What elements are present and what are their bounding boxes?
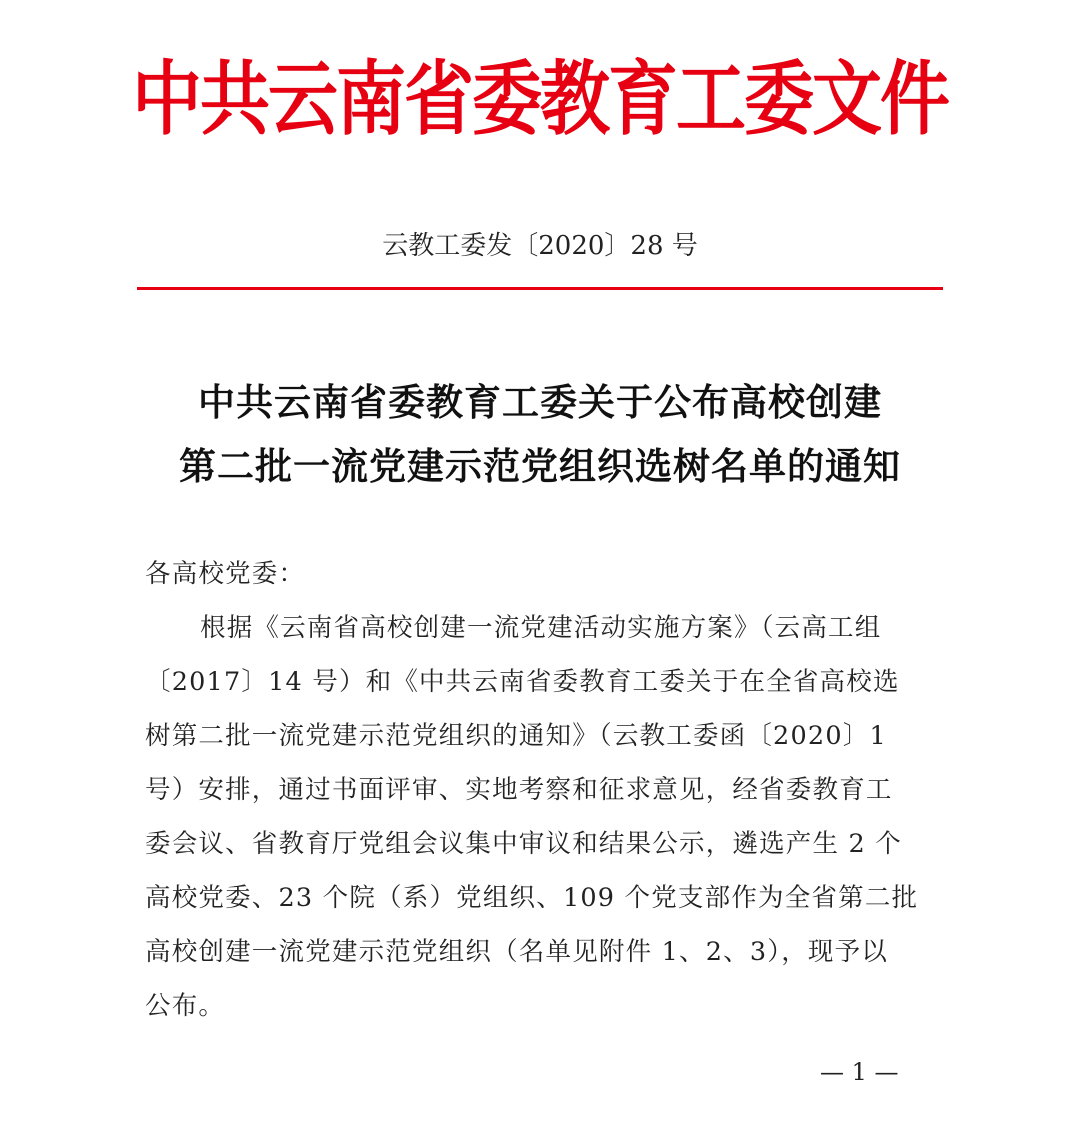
body-line: 高校党委、23 个院（系）党组织、109 个党支部作为全省第二批 <box>145 883 919 913</box>
document-title-line-1: 中共云南省委教育工委关于公布高校创建 <box>198 380 882 424</box>
body-line: 公布。 <box>145 991 226 1021</box>
body-line: 号）安排，通过书面评审、实地考察和征求意见，经省委教育工 <box>145 775 893 805</box>
salutation: 各高校党委： <box>145 559 306 589</box>
body-line: 树第二批一流党建示范党组织的通知》（云教工委函〔2020〕1 <box>145 721 887 751</box>
body-line: 〔2017〕14 号）和《中共云南省委教育工委关于在全省高校选 <box>145 667 900 697</box>
document-number: 云教工委发〔2020〕28 号 <box>382 231 698 261</box>
body-line: 委会议、省教育厅党组会议集中审议和结果公示，遴选产生 2 个 <box>145 829 902 859</box>
body-line: 根据《云南省高校创建一流党建活动实施方案》（云高工组 <box>200 613 882 643</box>
document-title-line-2: 第二批一流党建示范党组织选树名单的通知 <box>179 444 901 488</box>
page-number: — 1 — <box>820 1058 899 1086</box>
issuer-masthead: 中共云南省委教育工委文件 <box>132 52 948 147</box>
body-line: 高校创建一流党建示范党组织（名单见附件 1、2、3），现予以 <box>145 937 889 967</box>
red-separator-line <box>137 287 943 290</box>
